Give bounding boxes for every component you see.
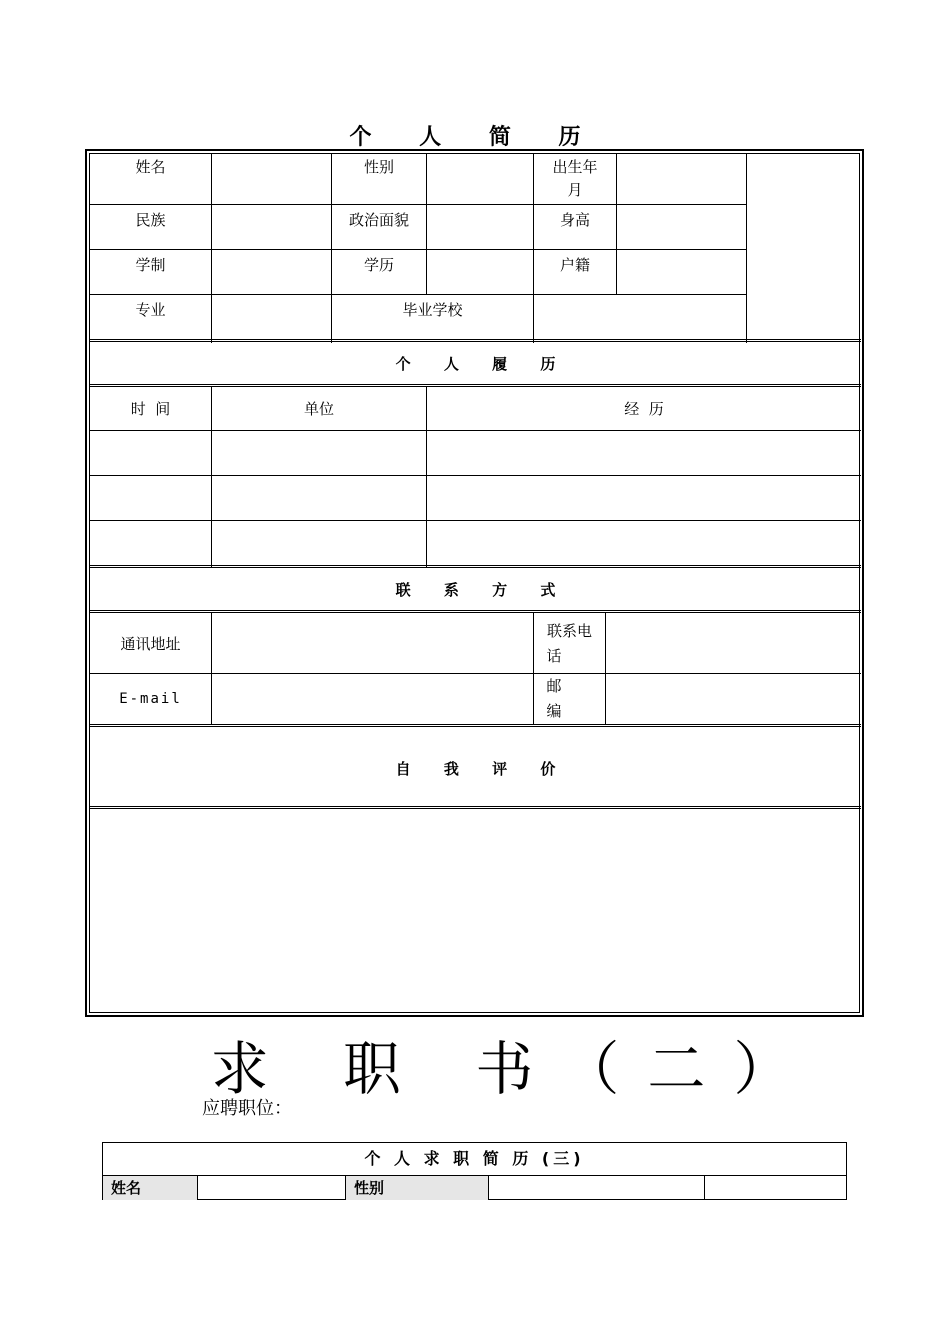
schooling-label: 学制: [135, 256, 166, 274]
gender-label: 性别: [363, 158, 394, 176]
height-label: 身高: [559, 211, 590, 229]
resume3-name-value: [197, 1176, 345, 1200]
grid-line: [211, 613, 212, 725]
address-label: 通讯地址: [120, 635, 181, 653]
section-divider: [90, 610, 861, 613]
section-divider: [90, 565, 861, 568]
grid-line: [90, 249, 747, 250]
grid-line: [90, 673, 861, 674]
zip-label-line2: 编: [546, 702, 562, 720]
resume-table: [85, 149, 864, 1017]
resume3-extra-cell: [704, 1176, 846, 1200]
position-label: 应聘职位：: [202, 1098, 292, 1119]
resume-title: 个 人 简 历: [349, 124, 601, 150]
resume3-table: [102, 1142, 847, 1200]
contact-section-title: 联 系 方 式: [395, 581, 570, 599]
section-divider: [90, 384, 861, 387]
table-row: [103, 1175, 846, 1200]
hukou-label: 户籍: [559, 256, 590, 274]
major-label: 专业: [135, 301, 166, 319]
resume3-name-label: 姓名: [103, 1176, 197, 1200]
grid-line: [605, 613, 606, 725]
section-divider: [90, 339, 861, 342]
birth-label-line2: 月: [567, 181, 583, 199]
grid-line: [90, 294, 747, 295]
table-row: [90, 475, 861, 476]
table-row: [90, 520, 861, 521]
political-label: 政治面貌: [348, 211, 409, 229]
email-label: E-mail: [119, 691, 182, 707]
table-row: [90, 430, 861, 431]
ethnicity-label: 民族: [135, 211, 166, 229]
self-eval-section-title: 自 我 评 价: [395, 760, 570, 778]
resume3-gender-value: [488, 1176, 704, 1200]
time-column-header: 时 间: [130, 400, 171, 418]
history-section-title: 个 人 履 历: [395, 355, 570, 373]
name-label: 姓名: [135, 158, 166, 176]
phone-label-line1: 联系电: [546, 622, 592, 640]
grid-line: [426, 154, 427, 295]
education-label: 学历: [363, 256, 394, 274]
resume3-title: 个 人 求 职 简 历 (三): [364, 1149, 585, 1168]
section-divider: [90, 724, 861, 727]
experience-column-header: 经 历: [624, 400, 664, 418]
unit-column-header: 单位: [303, 400, 334, 418]
zip-label-line1: 邮: [546, 677, 562, 695]
grid-line: [616, 154, 617, 295]
school-label: 毕业学校: [402, 301, 463, 319]
phone-label-line2: 话: [546, 647, 562, 665]
birth-label-line1: 出生年: [552, 158, 598, 176]
grid-line: [90, 204, 747, 205]
cover-title: 求 职 书（二）: [210, 1035, 820, 1103]
resume3-gender-label: 性别: [345, 1176, 488, 1200]
section-divider: [90, 806, 861, 809]
